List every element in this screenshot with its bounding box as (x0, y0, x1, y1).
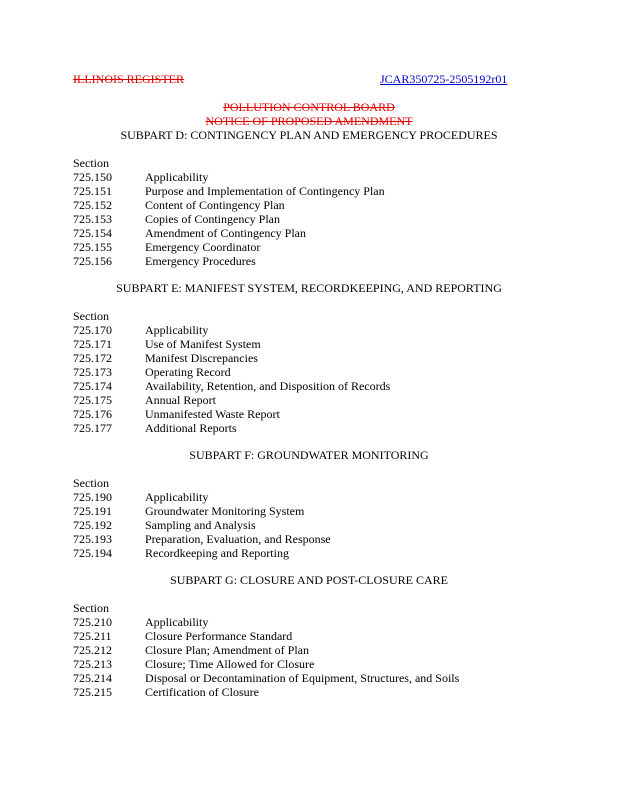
subpart-f-title: SUBPART F: GROUNDWATER MONITORING (189, 448, 429, 462)
section-title: Certification of Closure (145, 685, 259, 699)
section-title: Unmanifested Waste Report (145, 407, 280, 421)
section-title: Closure Plan; Amendment of Plan (145, 643, 309, 657)
section-row (73, 421, 237, 436)
section-title: Emergency Coordinator (145, 240, 261, 254)
section-number: 725.213 (73, 657, 112, 671)
section-title: Annual Report (145, 393, 216, 407)
section-title: Sampling and Analysis (145, 518, 256, 532)
section-title: Applicability (145, 170, 209, 184)
section-row (73, 490, 208, 505)
section-number: 725.172 (73, 351, 112, 365)
subpart-e-title: SUBPART E: MANIFEST SYSTEM, RECORDKEEPING, AND REPORTING (116, 281, 502, 295)
section-number: 725.150 (73, 170, 112, 184)
section-title: Use of Manifest System (145, 337, 261, 351)
section-title: Applicability (145, 490, 209, 504)
section-row (73, 226, 306, 241)
section-row (73, 504, 304, 519)
section-title: Operating Record (145, 365, 231, 379)
section-number: 725.194 (73, 546, 112, 560)
section-number: 725.151 (73, 184, 112, 198)
section-number: 725.192 (73, 518, 112, 532)
section-number: 725.190 (73, 490, 112, 504)
section-title: Manifest Discrepancies (145, 351, 258, 365)
section-number: 725.156 (73, 254, 112, 268)
section-row (73, 393, 216, 408)
section-row (73, 170, 208, 185)
section-label-e: Section (73, 309, 109, 323)
section-title: Groundwater Monitoring System (145, 504, 305, 518)
section-row (73, 518, 256, 533)
section-row (73, 532, 331, 547)
section-row (73, 212, 280, 227)
section-row (73, 685, 259, 700)
section-row (73, 184, 385, 199)
section-label-g: Section (73, 601, 109, 615)
section-row (73, 198, 285, 213)
section-number: 725.211 (73, 629, 112, 643)
section-title: Disposal or Decontamination of Equipment, Structures, and Soils (145, 671, 460, 685)
jcar-link-text[interactable]: JCAR350725-2505192 (380, 72, 492, 86)
section-title: Additional Reports (145, 421, 237, 435)
subpart-g-title: SUBPART G: CLOSURE AND POST-CLOSURE CARE (170, 573, 448, 587)
jcar-reference-link[interactable] (380, 72, 507, 87)
section-row (73, 546, 289, 561)
section-row (73, 657, 314, 672)
section-row (73, 629, 292, 644)
section-number: 725.154 (73, 226, 112, 240)
section-number: 725.177 (73, 421, 112, 435)
section-number: 725.212 (73, 643, 112, 657)
section-title: Closure; Time Allowed for Closure (145, 657, 315, 671)
subpart-d-title: SUBPART D: CONTINGENCY PLAN AND EMERGENCY PROCEDURES (120, 128, 498, 142)
section-number: 725.155 (73, 240, 112, 254)
section-number: 725.152 (73, 198, 112, 212)
section-label-d: Section (73, 156, 109, 170)
section-number: 725.175 (73, 393, 112, 407)
section-row (73, 337, 261, 352)
section-number: 725.191 (73, 504, 112, 518)
section-number: 725.210 (73, 615, 112, 629)
section-title: Applicability (145, 615, 209, 629)
section-title: Purpose and Implementation of Contingency Plan (145, 184, 385, 198)
section-row (73, 379, 390, 394)
section-number: 725.193 (73, 532, 112, 546)
board-name: POLLUTION CONTROL BOARD (223, 100, 395, 114)
section-number: 725.214 (73, 671, 112, 685)
section-row (73, 643, 309, 658)
section-title: Closure Performance Standard (145, 629, 293, 643)
section-number: 725.171 (73, 337, 112, 351)
jcar-suffix: r01 (491, 72, 508, 86)
section-row (73, 351, 258, 366)
section-row (73, 323, 208, 338)
section-title: Content of Contingency Plan (145, 198, 285, 212)
section-row (73, 671, 459, 686)
section-number: 725.173 (73, 365, 112, 379)
section-number: 725.174 (73, 379, 112, 393)
section-title: Amendment of Contingency Plan (145, 226, 306, 240)
section-row (73, 254, 256, 269)
section-label-f: Section (73, 476, 109, 490)
section-title: Recordkeeping and Reporting (145, 546, 289, 560)
section-row (73, 615, 208, 630)
section-number: 725.170 (73, 323, 112, 337)
section-title: Emergency Procedures (145, 254, 256, 268)
section-title: Preparation, Evaluation, and Response (145, 532, 331, 546)
section-number: 725.176 (73, 407, 112, 421)
register-header: ILLINOIS REGISTER (73, 72, 184, 86)
notice-title: NOTICE OF PROPOSED AMENDMENT (205, 114, 413, 128)
section-number: 725.215 (73, 685, 112, 699)
section-title: Copies of Contingency Plan (145, 212, 280, 226)
section-title: Availability, Retention, and Disposition of Records (145, 379, 391, 393)
section-row (73, 240, 260, 255)
section-number: 725.153 (73, 212, 112, 226)
section-row (73, 365, 231, 380)
section-title: Applicability (145, 323, 209, 337)
section-row (73, 407, 280, 422)
